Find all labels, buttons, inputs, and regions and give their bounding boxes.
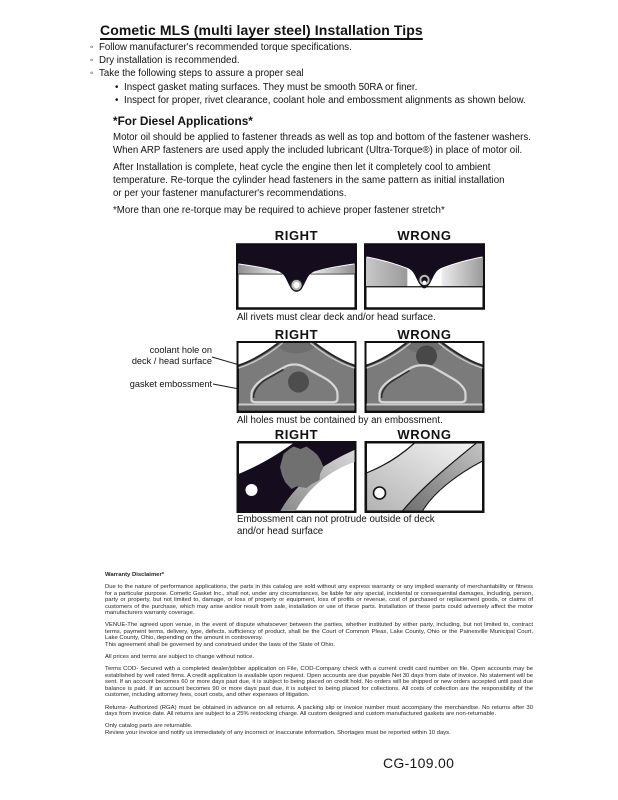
- list-item: [115, 94, 526, 107]
- warranty-disclaimer-block: [105, 572, 533, 742]
- bullet-text: Take the following steps to assure a proper seal: [99, 68, 304, 80]
- disclaimer-paragraph: Only catalog parts are returnable.: [105, 723, 193, 730]
- figure2-wrong-label: WRONG: [397, 327, 452, 342]
- gasket-embossment-label: gasket embossment: [129, 379, 212, 389]
- rivet-clearance-right-diagram: [236, 243, 357, 310]
- figure3-wrong-label: WRONG: [397, 427, 452, 442]
- tips-bullet-list: [90, 41, 526, 107]
- figure3-wrong-diagram: [364, 441, 485, 513]
- disclaimer-heading: Warranty Disclaimer*: [105, 572, 165, 578]
- bullet-text: Dry installation is recommended.: [99, 55, 240, 67]
- bullet-text: Inspect for proper, rivet clearance, coolant hole and embossment alignments as shown below.: [124, 94, 526, 106]
- rivet-clearance-wrong-diagram: [364, 243, 485, 310]
- figure2-right-diagram: [236, 341, 357, 413]
- caption-line: and/or head surface: [237, 525, 324, 537]
- coolant-hole: [416, 346, 437, 367]
- coolant-hole: [288, 372, 309, 393]
- disclaimer-paragraph: Review your invoice and notify us immediately of any incorrect or inaccurate information. Shortages must be reported within 10 days.: [105, 729, 451, 736]
- figure2-right-label: RIGHT: [274, 327, 319, 342]
- circle-bullet-icon: ◦: [90, 55, 94, 67]
- embossment-protrusion-right-diagram: [236, 441, 357, 513]
- figure2-caption: All holes must be contained by an embossment.: [237, 415, 443, 426]
- dot-bullet-icon: •: [115, 94, 119, 106]
- figure3-right-diagram: [236, 441, 357, 513]
- paragraph-line: Motor oil should be applied to fastener threads as well as top and bottom of the fastener washers.: [113, 132, 531, 143]
- list-item: [90, 67, 526, 80]
- paragraph-line: When ARP fasteners are used apply the included lubricant (Ultra-Torque®) in place of motor oil.: [113, 145, 523, 157]
- paragraph-line: temperature. Re-torque the cylinder head fasteners in the same pattern as initial installation: [113, 175, 505, 187]
- paragraph-line: or per your fastener manufacturer's recommendations.: [113, 188, 347, 200]
- disclaimer-paragraph: Returns- Authorized (RGA) must be obtained in advance on all returns. A packing slip or invoice number must accompany the merchandise. No returns after 30 days from invoice date. All returns are subject to a 25% restocking charge. All custom designed and custom manufactured gaskets are non-returnable.: [105, 704, 533, 717]
- page-title: Cometic MLS (multi layer steel) Installation Tips: [100, 22, 423, 38]
- retorque-note: *More than one re-torque may be required to achieve proper fastener stretch*: [113, 205, 445, 216]
- caption-line: Embossment can not protrude outside of deck: [237, 514, 435, 525]
- disclaimer-paragraph: Terms COD- Secured with a completed dealer/jobber application on File, COD-Company check with a current credit card number on file. Open accounts may be established by well rated firms. A credit application is available upon request. Open accounts are due payable Net 30 days from date of invoice. No statement will be sent. If an account becomes 60 or more days past due, it is subject to being placed on credit hold. No orders will be shipped or new orders accepted until past due balance is paid. If an account becomes 90 or more days past due, it is subject to being placed for collections. All costs of collection are the responsibility of the customer, including attorney fees, court costs, and other expenses of litigation.: [105, 666, 533, 699]
- circle-bullet-icon: ◦: [90, 42, 94, 53]
- figure1-right-diagram: [236, 243, 357, 310]
- diesel-paragraph-2: [113, 161, 504, 201]
- disclaimer-paragraph: This agreement shall be governed by and construed under the laws of the State of Ohio.: [105, 641, 335, 648]
- bolt-hole: [374, 487, 386, 499]
- circle-bullet-icon: ◦: [90, 68, 94, 80]
- bullet-text: Inspect gasket mating surfaces. They must be smooth 50RA or finer.: [124, 81, 418, 93]
- diesel-applications-heading: *For Diesel Applications*: [113, 114, 253, 128]
- dot-bullet-icon: •: [115, 81, 119, 93]
- paragraph-line: After Installation is complete, heat cycle the engine then let it completely cool to ambient: [113, 162, 491, 173]
- bullet-text: Follow manufacturer's recommended torque specifications.: [99, 42, 352, 53]
- figure3-caption: [237, 514, 497, 537]
- embossment-containment-right-diagram: [236, 341, 357, 413]
- figure1-wrong-diagram: [364, 243, 485, 310]
- diesel-paragraph-1: [113, 131, 531, 157]
- figure1-caption: All rivets must clear deck and/or head surface.: [237, 312, 436, 323]
- list-item: [90, 41, 526, 54]
- coolant-hole-label-line2: deck / head surface: [131, 356, 212, 366]
- embossment-protrusion-wrong-diagram: [364, 441, 485, 513]
- coolant-hole-label-line1: coolant hole on: [149, 345, 212, 355]
- figure1-right-label: RIGHT: [274, 228, 319, 243]
- list-item: [115, 81, 526, 94]
- figure3-right-label: RIGHT: [274, 427, 319, 442]
- disclaimer-paragraph: VENUE-The agreed upon venue, in the event of dispute whatsoever between the parties, whether instituted by either party, including, but not limited to, contract terms, payment terms, delivery, type, defects, sufficiency of product, shall be the Court of Common Pleas, Lake County, Ohio or the Painesville Municipal Court, Lake County, Ohio, depending on the amount in controversy.: [105, 622, 533, 642]
- figure1-wrong-label: WRONG: [397, 228, 452, 243]
- disclaimer-paragraph: Due to the nature of performance applications, the parts in this catalog are sold without any express warranty or any implied warranty of merchantability or fitness for a particular purpose. Cometic Gasket Inc., shall not, under any circumstances, be liable for any special, incidental or consequential damages, including, person, party or property, but not limited to, damage, or loss of property or equipment, loss of profits or revenue, cost of purchased or replacement goods, or claims of customers of the purchase, which may arise and/or result from sale, installation or use of these parts. Installation of these parts could adversely affect the motor manufacturers warranty coverage.: [105, 584, 533, 617]
- bolt-hole: [246, 484, 258, 496]
- disclaimer-paragraph: All prices and terms are subject to change without notice.: [105, 654, 254, 661]
- list-item: [90, 54, 526, 67]
- page-number: CG-109.00: [383, 755, 455, 771]
- figure2-wrong-diagram: [364, 341, 485, 413]
- embossment-containment-wrong-diagram: [364, 341, 485, 413]
